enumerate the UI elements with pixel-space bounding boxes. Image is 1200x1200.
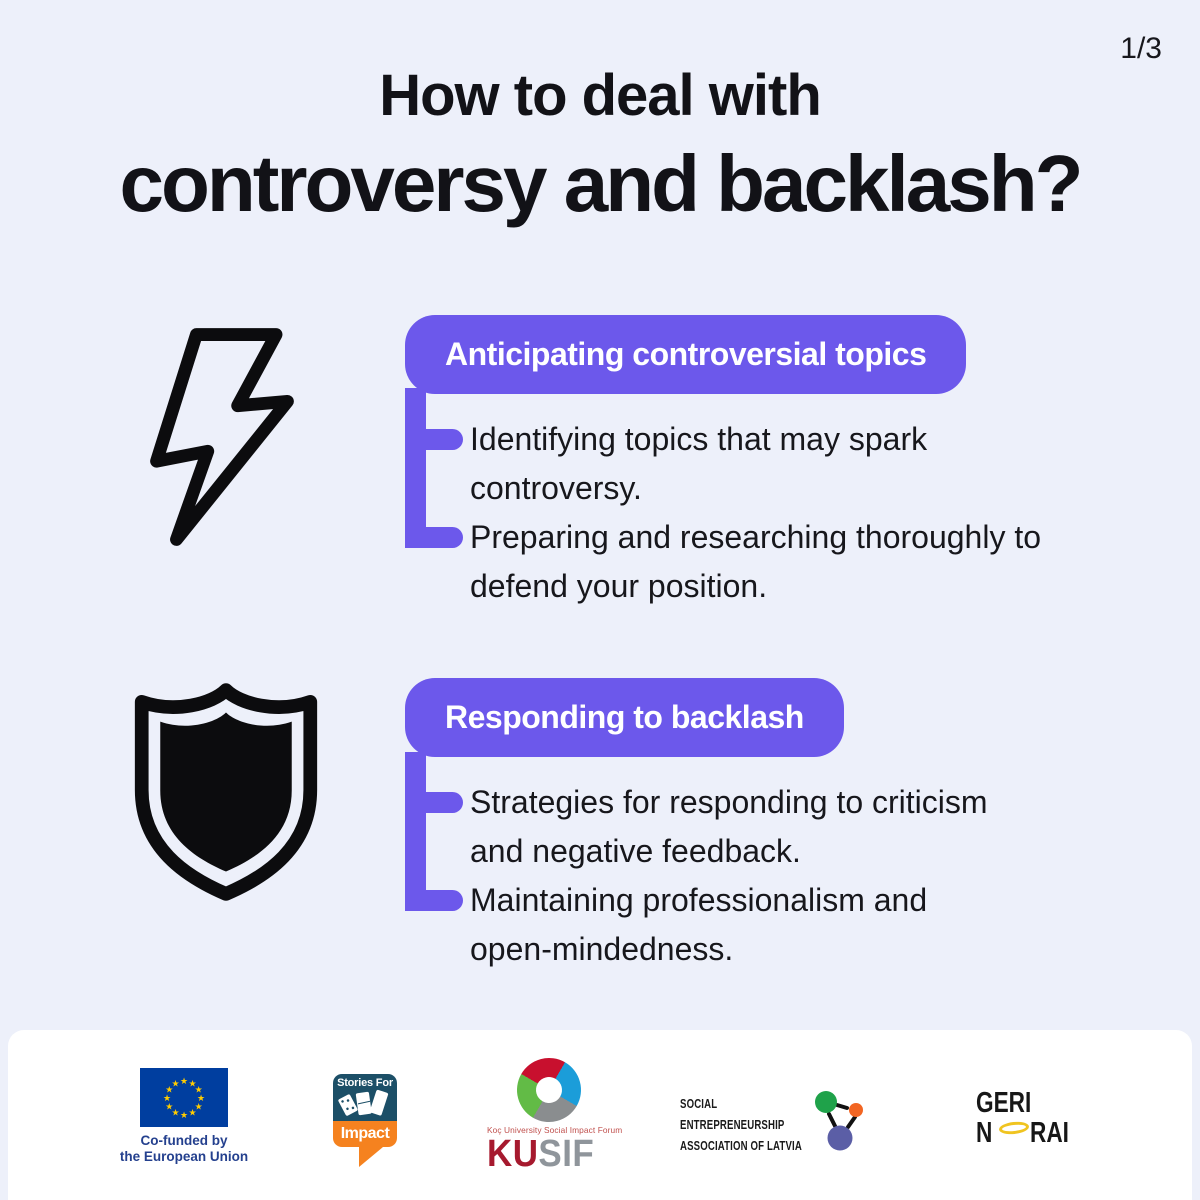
svg-text:★: ★: [194, 1102, 203, 1113]
svg-text:★: ★: [165, 1102, 174, 1113]
bullet-line: controversy.: [470, 470, 642, 506]
page-title-line1: How to deal with: [379, 63, 821, 128]
svg-text:★: ★: [162, 1094, 172, 1104]
halo-icon: [998, 1121, 1029, 1136]
connector-stub: [405, 527, 463, 548]
section-header-label: Anticipating controversial topics: [445, 336, 927, 372]
section-header-label: Responding to backlash: [445, 699, 804, 735]
seal-line3: ASSOCIATION OF LATVIA: [680, 1138, 802, 1154]
svg-text:★: ★: [165, 1085, 174, 1096]
kusif-subtitle: Koç University Social Impact Forum: [487, 1125, 623, 1135]
connector-bar: [405, 388, 426, 548]
speech-bubble-tail: [359, 1147, 383, 1167]
svg-text:★: ★: [188, 1108, 197, 1119]
seal-wordmark: [680, 1093, 802, 1156]
kusif-swirl-icon: [510, 1051, 588, 1129]
bullet-line: open-mindedness.: [470, 931, 734, 967]
bullet-line: Strategies for responding to criticism: [470, 784, 988, 820]
bullet-item: [470, 513, 1170, 611]
lightning-icon: [148, 322, 296, 552]
bullet-line: Maintaining professionalism and: [470, 882, 928, 918]
eu-caption-line2: the European Union: [119, 1148, 249, 1164]
connector-stub: [405, 429, 463, 450]
section-header-anticipating: [405, 315, 966, 394]
connector-stub: [405, 890, 463, 911]
bullet-line: defend your position.: [470, 568, 768, 604]
page-title-line2: controversy and backlash?: [119, 139, 1081, 228]
seal-network-icon: [800, 1085, 866, 1160]
eu-caption: [104, 1133, 264, 1165]
kusif-wordmark: [487, 1135, 601, 1173]
shield-icon: [128, 678, 324, 906]
svg-text:★: ★: [179, 1077, 189, 1087]
bullet-line: and negative feedback.: [470, 833, 801, 869]
svg-text:★: ★: [171, 1108, 180, 1119]
kusif-logo: [487, 1058, 623, 1175]
bullet-line: Identifying topics that may spark: [470, 421, 928, 457]
geri-norai-logo: [976, 1088, 1080, 1149]
page-indicator: 1/3: [1120, 32, 1162, 65]
sfi-top-label: Stories For: [337, 1077, 393, 1089]
bullet-item: [470, 778, 1170, 876]
seal-line2: ENTREPRENEURSHIP: [680, 1117, 785, 1133]
sfi-top-panel: [333, 1074, 397, 1121]
section-header-responding: [405, 678, 844, 757]
bullet-line: Preparing and researching thoroughly to: [470, 519, 1042, 555]
eu-caption-line1: Co-funded by: [140, 1133, 228, 1148]
kusif-ku: KU: [487, 1133, 539, 1175]
svg-text:★: ★: [194, 1085, 203, 1096]
stories-for-impact-logo: [333, 1074, 397, 1147]
svg-text:★: ★: [171, 1079, 180, 1090]
kusif-sif: SIF: [538, 1133, 595, 1175]
sfi-bottom-label: Impact: [340, 1125, 390, 1142]
svg-text:★: ★: [188, 1079, 197, 1090]
svg-text:★: ★: [196, 1094, 206, 1104]
geri-word: GERI: [976, 1087, 1032, 1119]
norai-n: N: [976, 1117, 993, 1150]
bullet-item: [470, 876, 1170, 974]
seal-line1: SOCIAL: [680, 1096, 718, 1111]
dominoes-icon: [335, 1089, 395, 1119]
sfi-bottom-panel: [333, 1121, 397, 1147]
norai-rai: RAI: [1029, 1117, 1069, 1150]
svg-text:★: ★: [179, 1111, 189, 1121]
connector-stub: [405, 792, 463, 813]
connector-bar: [405, 752, 426, 911]
eu-flag-icon: [140, 1068, 228, 1127]
bullet-item: [470, 415, 1170, 513]
